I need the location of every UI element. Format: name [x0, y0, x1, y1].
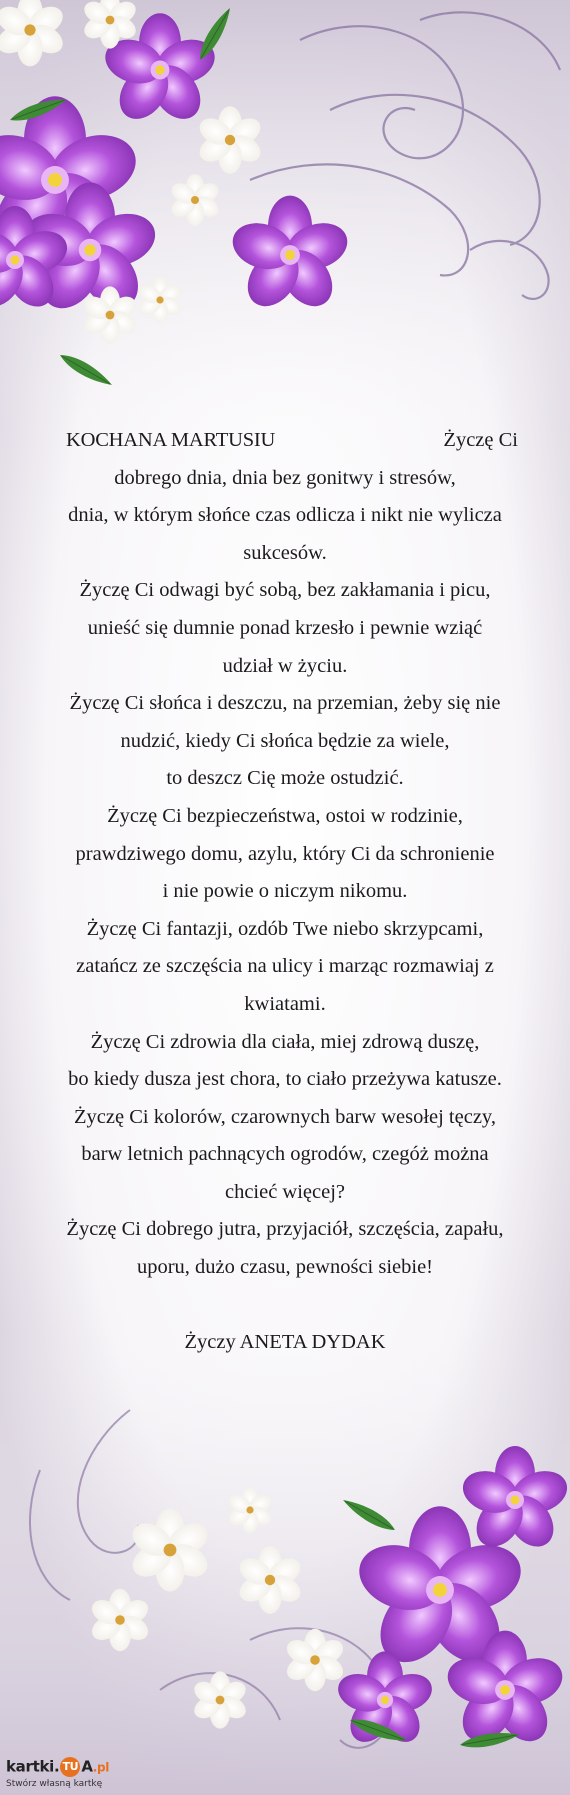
kartki-tuja-logo[interactable]	[6, 1757, 126, 1795]
poem-line: sukcesów.	[243, 541, 327, 564]
poem-line: Życzę Ci fantazji, ozdób Twe niebo skrzypcami,	[86, 917, 484, 940]
logo-tagline: Stwórz własną kartkę	[6, 1779, 103, 1789]
poem-line: kwiatami.	[244, 992, 326, 1015]
poem-line: udział w życiu.	[222, 654, 348, 677]
poem-line: Życzę Ci odwagi być sobą, bez zakłamania i picu,	[79, 579, 491, 602]
logo-brand: kartki. TU A.pl	[6, 1757, 110, 1776]
poem-line: dobrego dnia, dnia bez gonitwy i stresów,	[114, 466, 456, 489]
poem-line: i nie powie o niczym nikomu.	[162, 880, 408, 903]
poem-line: unieść się dumnie ponad krzesło i pewnie wziąć	[87, 616, 483, 639]
poem-line: uporu, dużo czasu, pewności siebie!	[136, 1256, 434, 1279]
poem-line: dnia, w którym słońce czas odlicza i nikt nie wylicza	[68, 504, 502, 527]
poem-line: to deszcz Cię może ostudzić.	[166, 767, 404, 790]
poem-line: zatańcz ze szczęścia na ulicy i marząc rozmawiaj z	[76, 955, 494, 978]
greeting-text	[30, 422, 540, 1362]
poem-line: Życzę Ci słońca i deszczu, na przemian, żeby się nie	[69, 692, 501, 715]
poem-line: Życzę Ci dobrego jutra, przyjaciół, szczęścia, zapału,	[66, 1218, 504, 1241]
poem-line: barw letnich pachnących ogrodów, czegóż można	[81, 1143, 489, 1166]
poem-line: Życzę Ci zdrowia dla ciała, miej zdrową duszę,	[90, 1030, 480, 1053]
poem-line: chcieć więcej?	[224, 1180, 346, 1203]
greeting-name: KOCHANA MARTUSIU	[66, 429, 276, 451]
poem-line: Życzę Ci bezpieczeństwa, ostoi w rodzinie,	[107, 804, 463, 827]
greeting-start: Życzę Ci	[443, 429, 518, 451]
greeting-first-line	[30, 422, 540, 460]
poem-line: Życzę Ci kolorów, czarownych barw wesołej tęczy,	[74, 1105, 496, 1128]
poem-line: prawdziwego domu, azylu, który Ci da schronienie	[75, 842, 495, 865]
poem-line: nudzić, kiedy Ci słońca będzie za wiele,	[120, 729, 450, 752]
signature: Życzy ANETA DYDAK	[184, 1331, 386, 1354]
poem-line: bo kiedy dusza jest chora, to ciało przeżywa katusze.	[68, 1068, 502, 1091]
